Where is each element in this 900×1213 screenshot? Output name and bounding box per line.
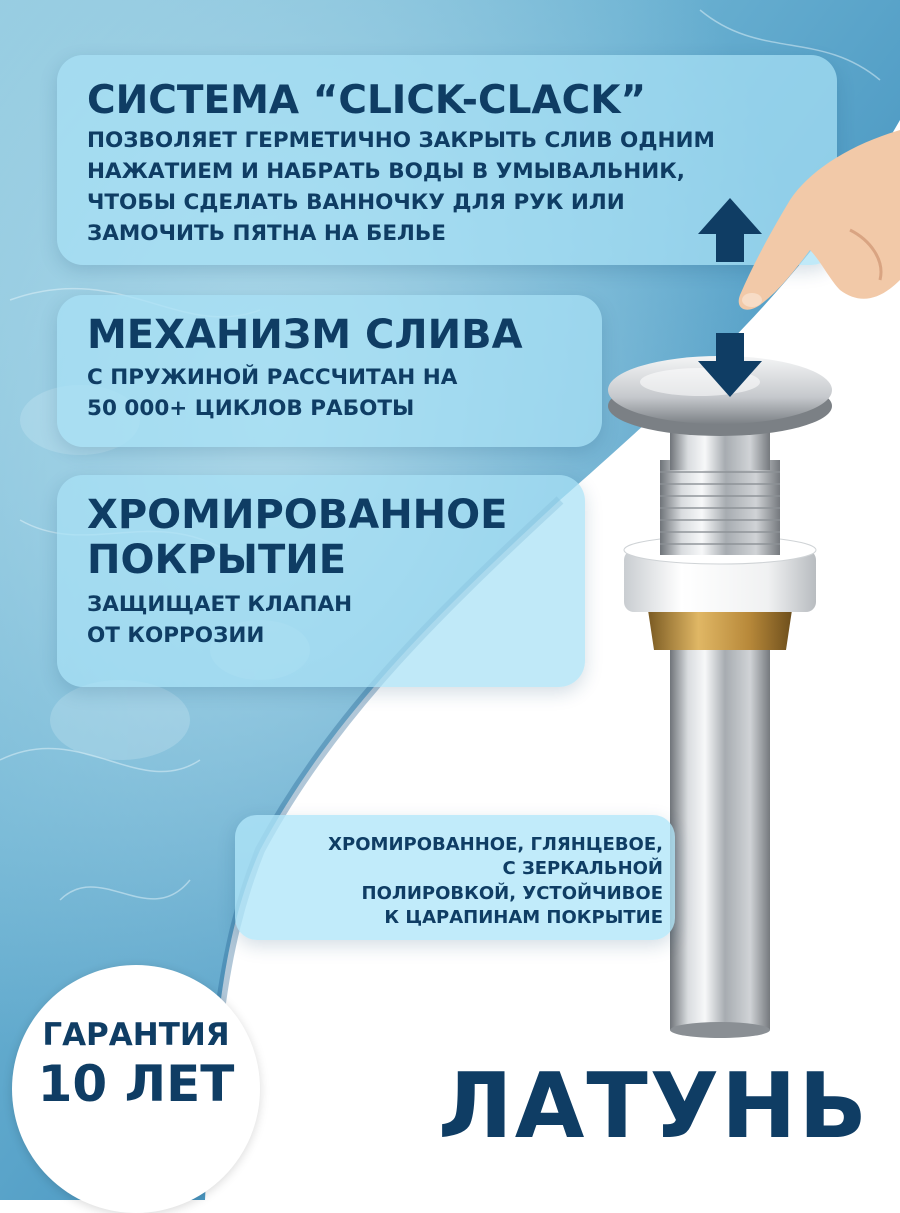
arrow-down-icon [698, 333, 762, 397]
guarantee-badge [12, 965, 260, 1213]
coating-note-line: ПОЛИРОВКОЙ, УСТОЙЧИВОЕ [361, 882, 663, 904]
coating-note-line: С ЗЕРКАЛЬНОЙ [502, 858, 663, 880]
arrow-up-icon [698, 198, 762, 262]
feature-title [87, 493, 585, 583]
feature-description-line: ЗАМОЧИТЬ ПЯТНА НА БЕЛЬЕ [87, 221, 446, 247]
material-label: ЛАТУНЬ [438, 1054, 870, 1159]
feature-title-line: ПОКРЫТИЕ [87, 536, 347, 583]
guarantee-label: ГАРАНТИЯ [42, 1017, 230, 1053]
feature-description-line: ЗАЩИЩАЕТ КЛАПАН [87, 591, 353, 617]
coating-note-line: К ЦАРАПИНАМ ПОКРЫТИЕ [384, 906, 663, 928]
feature-description-line: ОТ КОРРОЗИИ [87, 622, 265, 648]
feature-description-line: С ПРУЖИНОЙ РАССЧИТАН НА [87, 364, 458, 390]
press-arrows [690, 190, 770, 405]
feature-card-drain-mechanism [57, 295, 602, 447]
feature-title: МЕХАНИЗМ СЛИВА [87, 312, 523, 358]
feature-description-line: ЧТОБЫ СДЕЛАТЬ ВАННОЧКУ ДЛЯ РУК ИЛИ [87, 190, 625, 216]
feature-title: СИСТЕМА “CLICK-CLACK” [87, 78, 647, 123]
feature-description [87, 362, 602, 424]
feature-title-line: ХРОМИРОВАННОЕ [87, 492, 508, 538]
feature-description [87, 589, 585, 651]
feature-description-line: 50 000+ ЦИКЛОВ РАБОТЫ [87, 395, 415, 421]
feature-card-chrome-coating [57, 475, 585, 687]
coating-note-text [235, 833, 663, 930]
guarantee-value: 10 ЛЕТ [37, 1055, 235, 1113]
coating-note-line: ХРОМИРОВАННОЕ, ГЛЯНЦЕВОЕ, [328, 834, 663, 855]
feature-description-line: НАЖАТИЕМ И НАБРАТЬ ВОДЫ В УМЫВАЛЬНИК, [87, 158, 685, 184]
feature-description-line: ПОЗВОЛЯЕТ ГЕРМЕТИЧНО ЗАКРЫТЬ СЛИВ ОДНИМ [87, 127, 715, 153]
coating-note-card [235, 815, 675, 940]
